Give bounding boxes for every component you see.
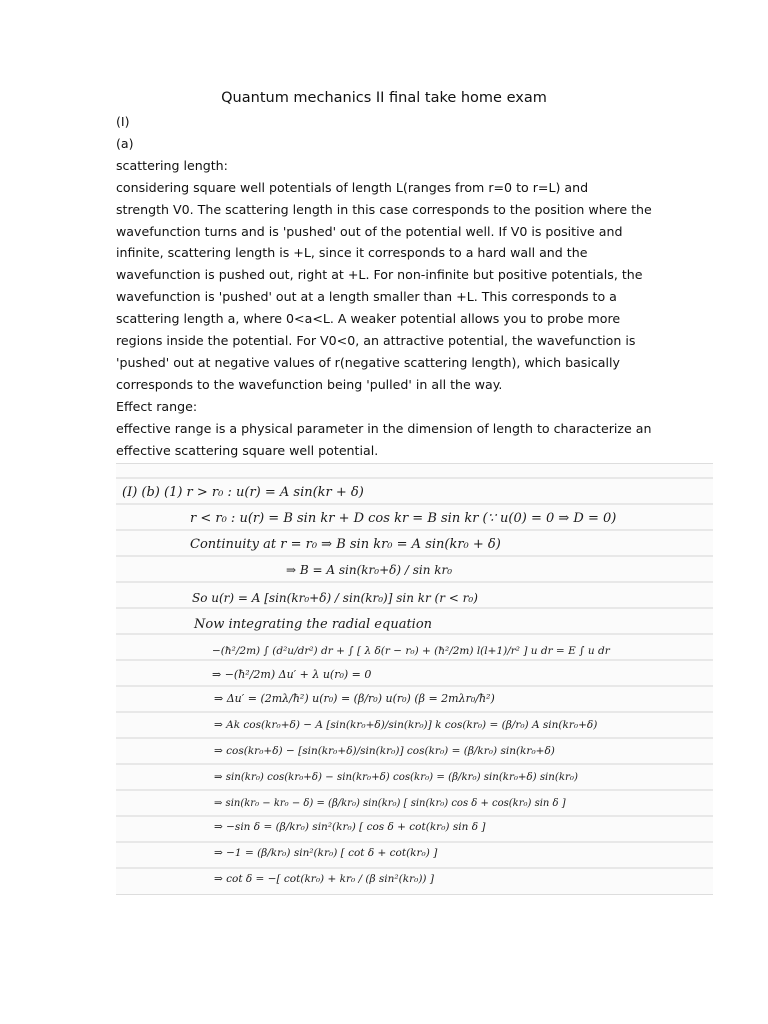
- text-line: (I): [116, 114, 130, 129]
- text-line: corresponds to the wavefunction being 'pulled' in all the way.: [116, 376, 503, 392]
- hw-line: ⇒ −(ħ²/2m) Δu′ + λ u(r₀) = 0: [212, 668, 372, 681]
- hw-line: ⇒ sin(kr₀ − kr₀ − δ) = (β/kr₀) sin(kr₀) [ sin(kr₀) cos δ + cos(kr₀) sin δ ]: [214, 798, 566, 809]
- text-line: (a): [116, 135, 134, 151]
- handwritten-notes-svg: [116, 464, 713, 894]
- text-line: wavefunction is 'pushed' out at a length smaller than +L. This corresponds to a: [116, 289, 617, 305]
- hw-line: ⇒ cos(kr₀+δ) − [sin(kr₀+δ)/sin(kr₀)] cos(kr₀) = (β/kr₀) sin(kr₀+δ): [214, 745, 555, 757]
- text-line: strength V0. The scattering length in this case corresponds to the position where the: [116, 201, 652, 217]
- hw-line: ⇒ −1 = (β/kr₀) sin²(kr₀) [ cot δ + cot(kr₀) ]: [214, 847, 438, 859]
- text-line: Effect range:: [116, 398, 198, 414]
- handwritten-notes-image: [116, 463, 713, 895]
- hw-line: ⇒ Δu′ = (2mλ/ħ²) u(r₀) = (β/r₀) u(r₀) (β = 2mλr₀/ħ²): [214, 692, 495, 705]
- text-line: effective range is a physical parameter in the dimension of length to characterize an: [116, 420, 652, 436]
- hw-line: −(ħ²/2m) ∫ (d²u/dr²) dr + ∫ [ λ δ(r − r₀) + (ħ²/2m) l(l+1)/r² ] u dr = E ∫ u dr: [212, 645, 610, 657]
- text-line: considering square well potentials of length L(ranges from r=0 to r=L) and: [116, 179, 589, 195]
- hw-line: Continuity at r = r₀ ⇒ B sin kr₀ = A sin(kr₀ + δ): [190, 537, 501, 552]
- hw-line: ⇒ cot δ = −[ cot(kr₀) + kr₀ / (β sin²(kr₀)) ]: [214, 873, 434, 885]
- hw-line: ⇒ −sin δ = (β/kr₀) sin²(kr₀) [ cos δ + cot(kr₀) sin δ ]: [214, 821, 486, 833]
- hw-line: ⇒ Ak cos(kr₀+δ) − A [sin(kr₀+δ)/sin(kr₀)] k cos(kr₀) = (β/r₀) A sin(kr₀+δ): [214, 719, 598, 731]
- text-line: scattering length a, where 0<a<L. A weaker potential allows you to probe more: [116, 311, 621, 327]
- text-line: infinite, scattering length is +L, since it corresponds to a hard wall and the: [116, 245, 588, 261]
- hw-line: Now integrating the radial equation: [194, 617, 433, 632]
- text-line: wavefunction turns and is 'pushed' out of the potential well. If V0 is positive and: [116, 223, 623, 239]
- text-line: scattering length:: [116, 157, 228, 173]
- hw-line: ⇒ B = A sin(kr₀+δ) / sin kr₀: [286, 563, 453, 577]
- text-line: wavefunction is pushed out, right at +L. For non-infinite but positive potentials, the: [116, 267, 643, 283]
- document-title: Quantum mechanics II final take home exam: [221, 90, 547, 106]
- hw-line: So u(r) = A [sin(kr₀+δ) / sin(kr₀)] sin kr (r < r₀): [192, 591, 478, 605]
- hw-line: r < r₀ : u(r) = B sin kr + D cos kr = B sin kr (∵ u(0) = 0 ⇒ D = 0): [190, 511, 617, 526]
- hw-line: (I) (b) (1) r > r₀ : u(r) = A sin(kr + δ): [122, 485, 364, 500]
- text-line: effective scattering square well potential.: [116, 442, 379, 458]
- text-line: regions inside the potential. For V0<0, an attractive potential, the wavefunction is: [116, 333, 636, 349]
- text-line: 'pushed' out at negative values of r(negative scattering length), which basically: [116, 354, 620, 370]
- hw-line: ⇒ sin(kr₀) cos(kr₀+δ) − sin(kr₀+δ) cos(kr₀) = (β/kr₀) sin(kr₀+δ) sin(kr₀): [214, 772, 578, 783]
- document-body: [116, 111, 656, 462]
